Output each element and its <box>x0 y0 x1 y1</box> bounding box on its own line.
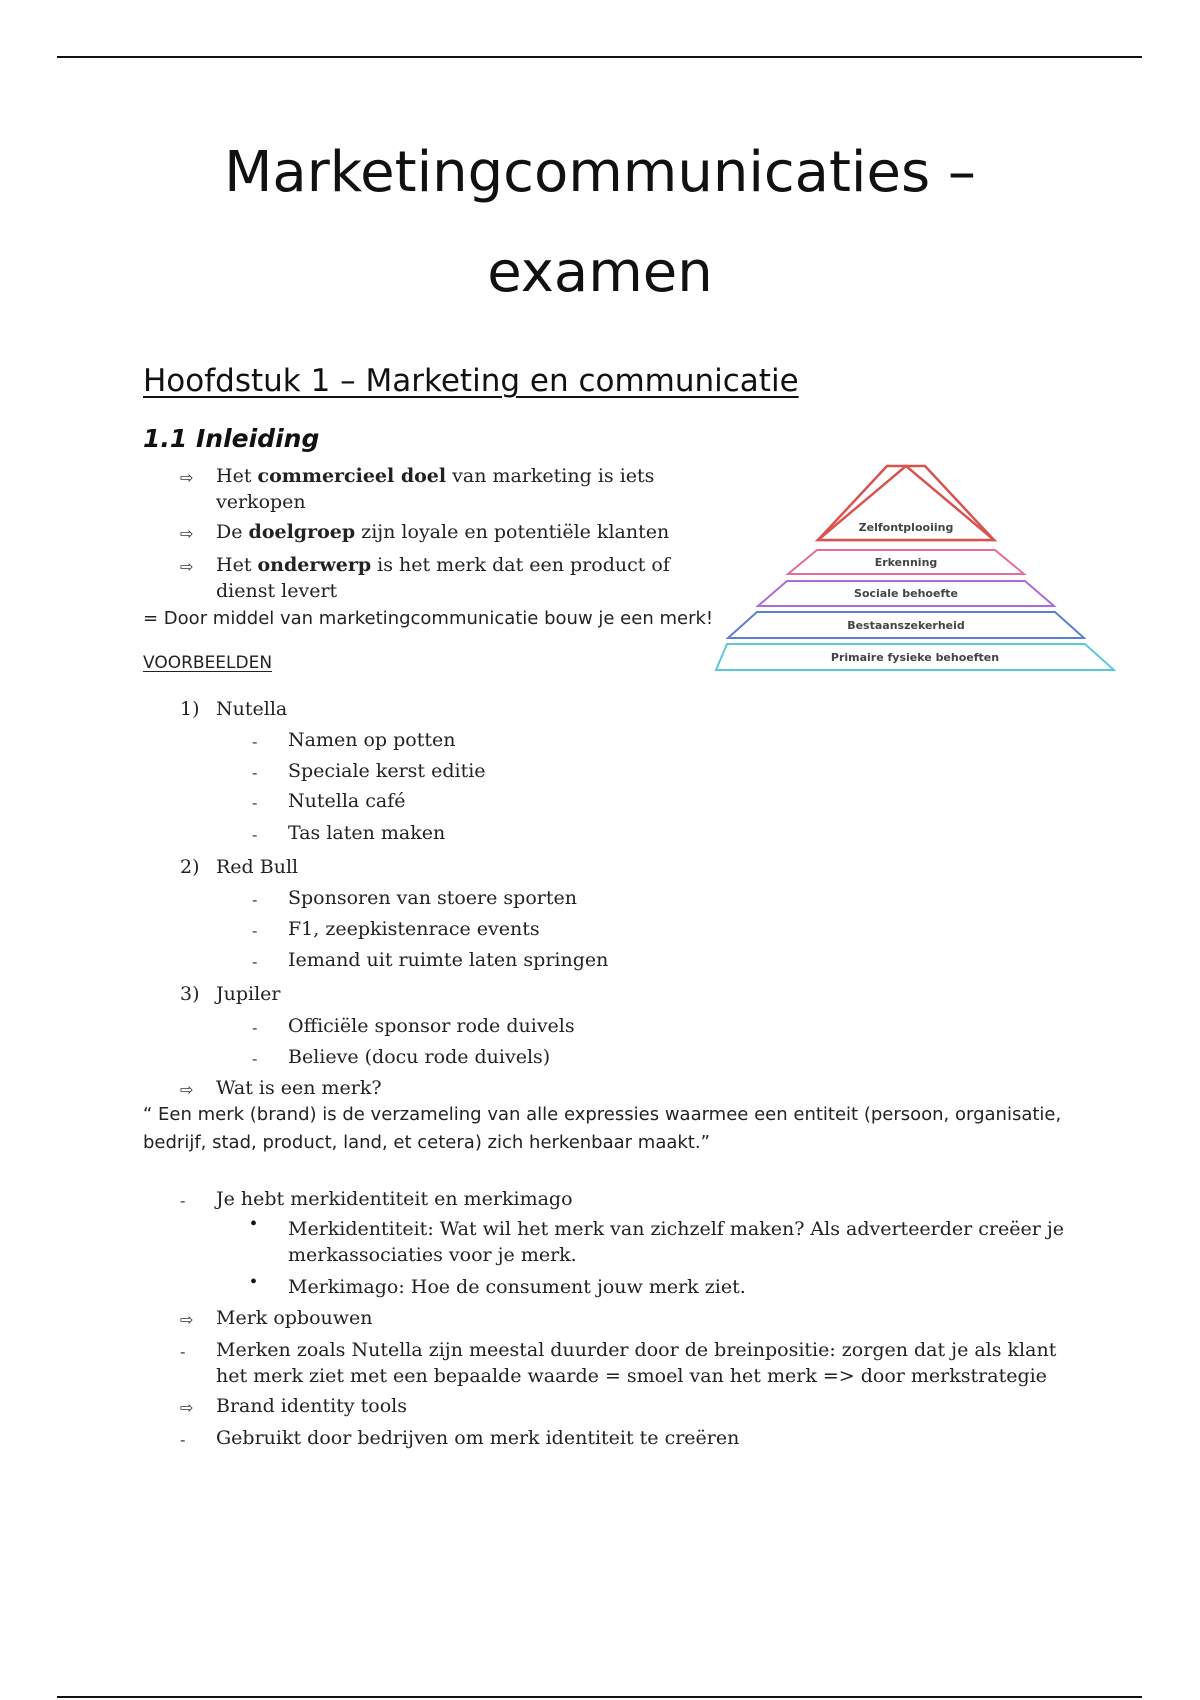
pyramid-level-3 <box>758 581 1054 606</box>
tools-line: Gebruikt door bedrijven om merk identiteit te creëren <box>216 1427 740 1449</box>
dash-marker: - <box>252 1049 258 1068</box>
list-item: Speciale kerst editie <box>288 760 486 782</box>
build-heading: Merk opbouwen <box>216 1307 373 1329</box>
dash-marker: - <box>252 793 258 812</box>
pyramid-label-zelfontplooiing: Zelfontplooiing <box>858 521 954 534</box>
dash-marker: - <box>252 1018 258 1037</box>
arrow-icon: ⇨ <box>180 468 194 487</box>
chapter-heading: Hoofdstuk 1 – Marketing en communicatie <box>143 363 799 399</box>
example-name-nutella: Nutella <box>216 698 288 720</box>
pyramid-label-bestaanszekerheid: Bestaanszekerheid <box>847 619 965 632</box>
dash-marker: - <box>252 952 258 971</box>
list-item: Officiële sponsor rode duivels <box>288 1015 575 1037</box>
goal-subject-cont: dienst levert <box>216 580 338 602</box>
dash-marker: - <box>180 1191 186 1210</box>
tools-heading: Brand identity tools <box>216 1395 407 1417</box>
example-number: 3) <box>180 983 200 1005</box>
identity-bullet2: Merkimago: Hoe de consument jouw merk ziet. <box>288 1276 746 1298</box>
dash-marker: - <box>252 825 258 844</box>
arrow-icon: ⇨ <box>180 524 194 543</box>
conclusion-text: = Door middel van marketingcommunicatie bouw je een merk! <box>143 608 714 629</box>
bullet-marker: • <box>250 1271 258 1293</box>
build-line1: Merken zoals Nutella zijn meestal duurder door de breinpositie: zorgen dat je als klant <box>216 1339 1057 1361</box>
example-name-jupiler: Jupiler <box>216 983 281 1005</box>
arrow-icon: ⇨ <box>180 557 194 576</box>
identity-bullet1-line1: Merkidentiteit: Wat wil het merk van zichzelf maken? Als adverteerder creëer je <box>288 1218 1065 1240</box>
list-item: Believe (docu rode duivels) <box>288 1046 551 1068</box>
needs-pyramid <box>714 462 1116 672</box>
bullet-marker: • <box>250 1213 258 1235</box>
pyramid-level-top <box>818 466 994 540</box>
example-name-redbull: Red Bull <box>216 856 299 878</box>
doc-title-line2: examen <box>487 240 713 305</box>
goal-commercial-cont: verkopen <box>216 491 306 513</box>
identity-bullet1-line2: merkassociaties voor je merk. <box>288 1244 577 1266</box>
arrow-icon: ⇨ <box>180 1398 194 1417</box>
pyramid-label-primaire-behoeften: Primaire fysieke behoeften <box>830 651 1000 664</box>
arrow-icon: ⇨ <box>180 1080 194 1099</box>
list-item: Tas laten maken <box>288 822 446 844</box>
question-text: Wat is een merk? <box>216 1077 382 1099</box>
pyramid-level-base <box>716 644 1114 670</box>
examples-heading: VOORBEELDEN <box>143 653 273 673</box>
dash-marker: - <box>252 890 258 909</box>
goal-target-group: De doelgroep zijn loyale en potentiële klanten <box>216 521 670 543</box>
example-number: 1) <box>180 698 200 720</box>
dash-marker: - <box>252 732 258 751</box>
list-item: Sponsoren van stoere sporten <box>288 887 577 909</box>
dash-marker: - <box>180 1430 186 1449</box>
list-item: Namen op potten <box>288 729 456 751</box>
identity-intro: Je hebt merkidentiteit en merkimago <box>216 1188 573 1210</box>
pyramid-level-2 <box>788 550 1024 574</box>
pyramid-level-4 <box>728 612 1084 638</box>
quote-line2: bedrijf, stad, product, land, et cetera) zich herkenbaar maakt.” <box>143 1132 710 1153</box>
list-item: F1, zeepkistenrace events <box>288 918 540 940</box>
goal-commercial: Het commercieel doel van marketing is iets <box>216 465 655 487</box>
doc-title-line1: Marketingcommunicaties – <box>224 140 976 205</box>
list-item: Nutella café <box>288 790 406 812</box>
goal-subject: Het onderwerp is het merk dat een product of <box>216 554 670 576</box>
dash-marker: - <box>252 921 258 940</box>
dash-marker: - <box>180 1342 186 1361</box>
pyramid-label-erkenning: Erkenning <box>874 556 938 569</box>
example-number: 2) <box>180 856 200 878</box>
list-item: Iemand uit ruimte laten springen <box>288 949 609 971</box>
pyramid-label-sociale-behoefte: Sociale behoefte <box>854 587 958 600</box>
top-rule <box>57 56 1142 58</box>
arrow-icon: ⇨ <box>180 1310 194 1329</box>
section-heading: 1.1 Inleiding <box>143 424 320 453</box>
build-line2: het merk ziet met een bepaalde waarde = smoel van het merk => door merkstrategie <box>216 1365 1047 1387</box>
quote-line1: “ Een merk (brand) is de verzameling van alle expressies waarmee een entiteit (persoon, organisatie, <box>143 1104 1062 1125</box>
dash-marker: - <box>252 763 258 782</box>
bottom-rule <box>57 1696 1142 1698</box>
